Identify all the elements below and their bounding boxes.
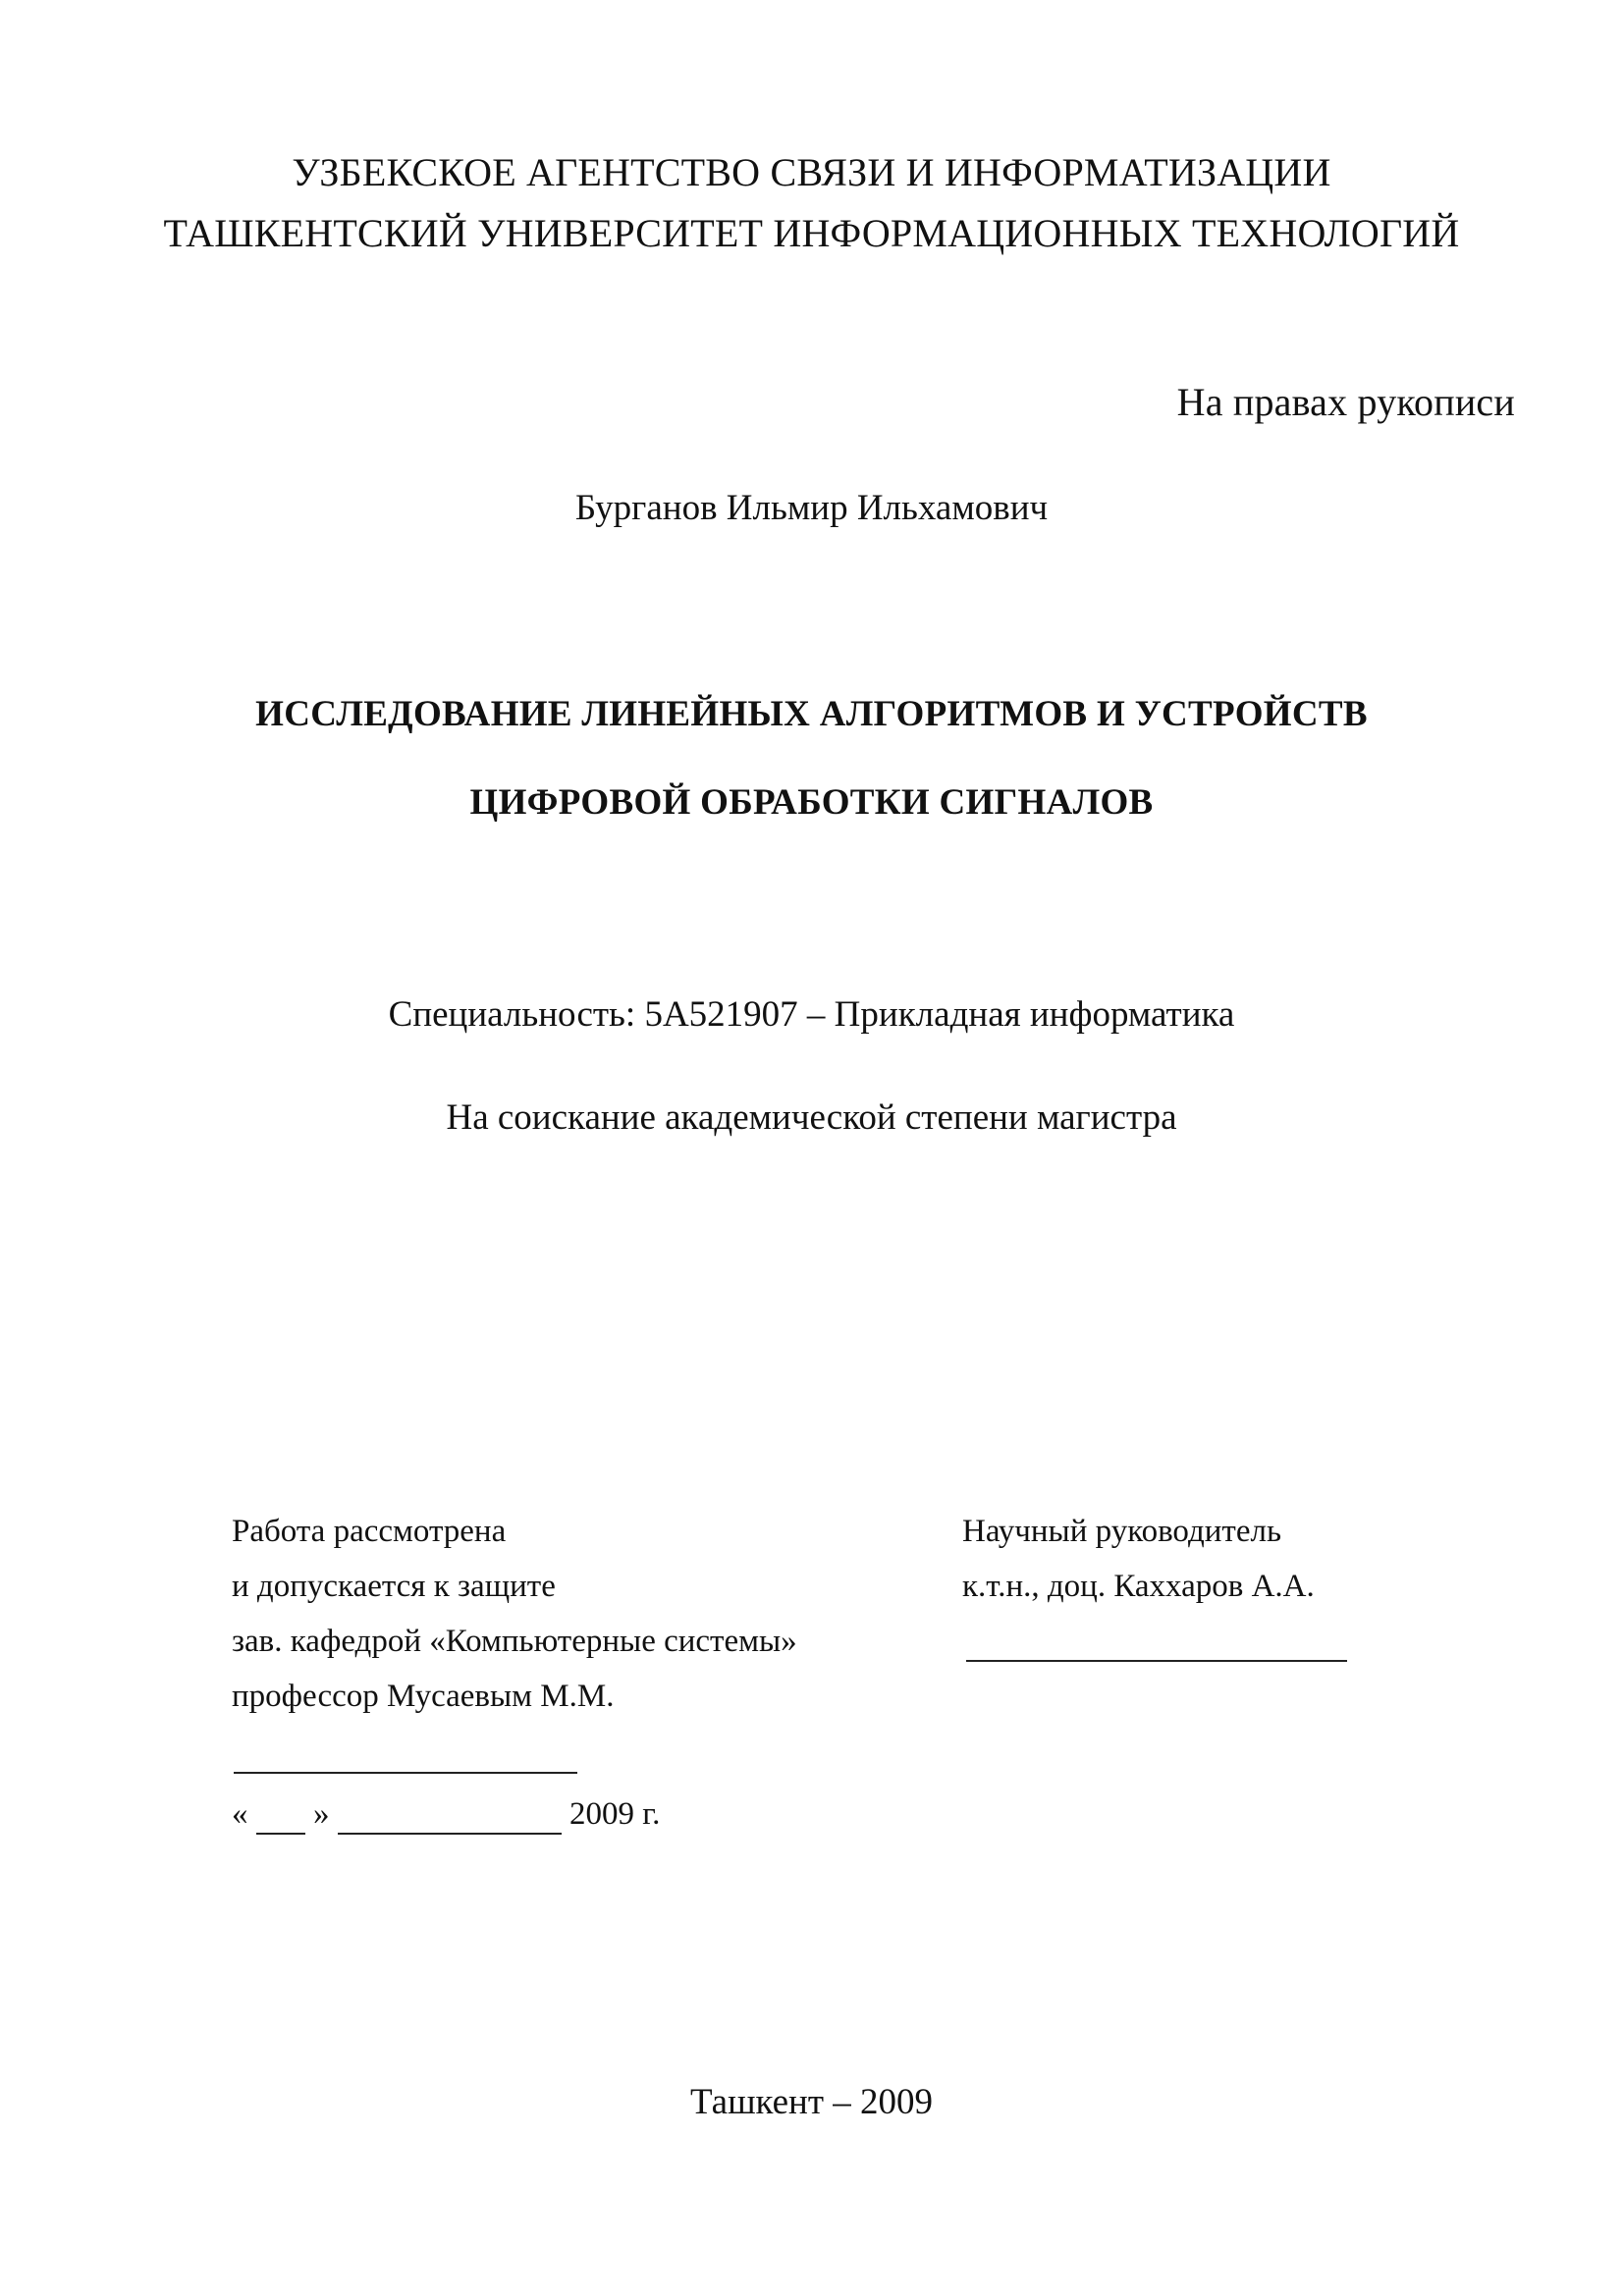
review-line-4: профессор Мусаевым М.М. [232, 1679, 615, 1714]
supervisor-signature-line [966, 1660, 1347, 1662]
supervisor-line-1: Научный руководитель [962, 1514, 1282, 1549]
manuscript-note: На правах рукописи [1176, 380, 1515, 424]
date-year: 2009 г. [569, 1796, 661, 1832]
author-name: Бурганов Ильмир Ильхамович [574, 488, 1049, 528]
date-quote-open: « [232, 1796, 248, 1832]
specialty: Специальность: 5А521907 – Прикладная информатика [388, 994, 1235, 1035]
footer-city-year: Ташкент – 2009 [689, 2082, 934, 2122]
date-month-blank [338, 1796, 562, 1835]
date-day-blank [256, 1796, 305, 1835]
review-line-1: Работа рассмотрена [232, 1514, 507, 1549]
header-university: ТАШКЕНТСКИЙ УНИВЕРСИТЕТ ИНФОРМАЦИОННЫХ ТЕХНОЛОГИЙ [163, 211, 1460, 255]
thesis-title-line-2: ЦИФРОВОЙ ОБРАБОТКИ СИГНАЛОВ [469, 782, 1154, 823]
head-signature-line [234, 1772, 577, 1774]
review-line-3: зав. кафедрой «Компьютерные системы» [232, 1624, 797, 1659]
review-line-2: и допускается к защите [232, 1569, 556, 1604]
header-agency: УЗБЕКСКОЕ АГЕНТСТВО СВЯЗИ И ИНФОРМАТИЗАЦИИ [292, 150, 1331, 194]
date-quote-close: » [313, 1796, 330, 1832]
supervisor-line-2: к.т.н., доц. Каххаров А.А. [962, 1569, 1315, 1604]
review-date-line [232, 1796, 660, 1835]
thesis-title-line-1: ИССЛЕДОВАНИЕ ЛИНЕЙНЫХ АЛГОРИТМОВ И УСТРОЙСТВ [255, 694, 1368, 734]
degree: На соискание академической степени магистра [446, 1097, 1177, 1138]
